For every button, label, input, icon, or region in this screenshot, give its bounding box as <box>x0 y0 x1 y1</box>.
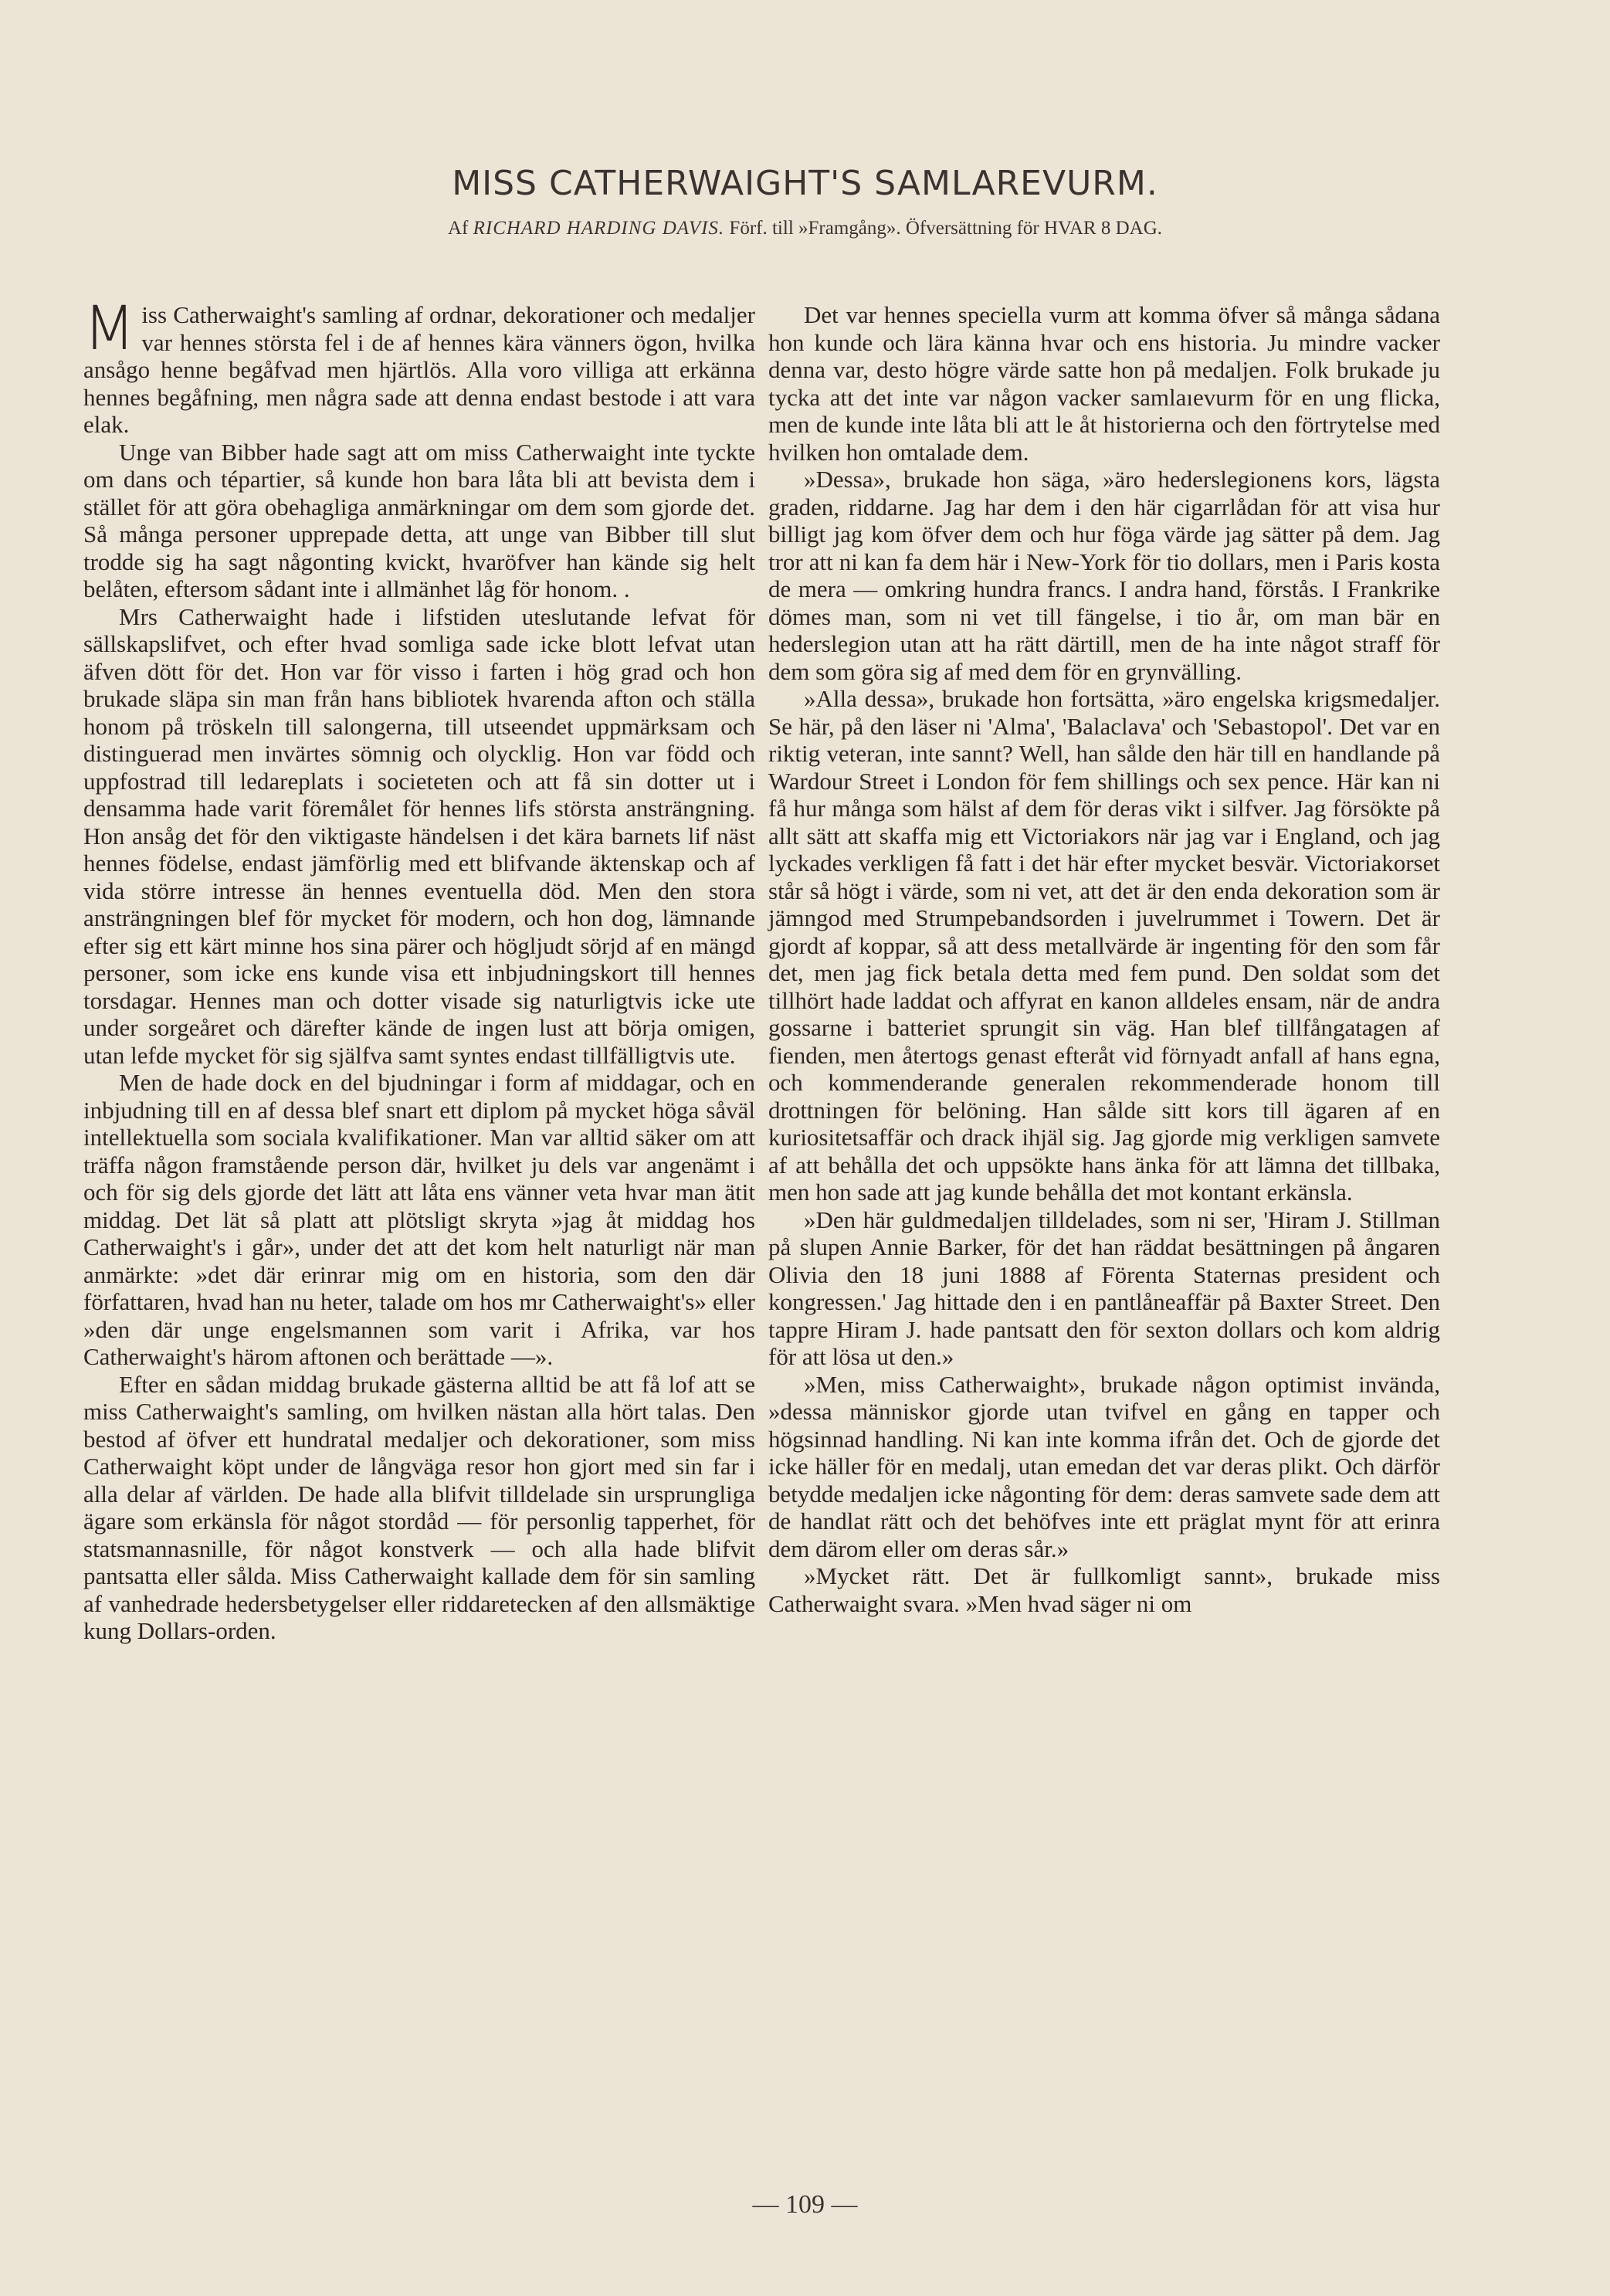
paragraph-text: iss Catherwaight's samling af ordnar, dekorationer och medaljer var hennes största fel i de af hennes kära vänners ögon, hvilka ansågo henne begåfvad men hjärtlös. Alla voro villiga att erkänna hennes begåfning, men några sade att denna endast bestode i att vara elak. <box>83 301 755 438</box>
paragraph: »Dessa», brukade hon säga, »äro hederslegionens kors, lägsta graden, riddarne. Jag har dem i den här cigarrlådan för att visa hur billigt jag kom öfver dem och hur föga värde jag sätter på dem. Jag tror att ni kan fa dem här i New-York för tio dollars, men i Paris kosta de mera — omkring hundra francs. I andra hand, förstås. I Frankrike dömes man, som ni vet till fängelse, i tio år, om man bär en hederslegion utan att ha rätt därtill, men de ha inte något straff för dem som göra sig af med dem för en grynvälling. <box>768 466 1440 685</box>
paragraph: Efter en sådan middag brukade gästerna alltid be att få lof att se miss Catherwaight's samling, om hvilken nästan alla hört talas. Den bestod af öfver ett hundratal medaljer och dekorationer, som miss Catherwaight köpt under de långväga resor hon gjort med sin far i alla delar af världen. De hade alla blifvit tilldelade sin ursprungliga ägare som erkänsla för något stordåd — för personlig tapperhet, för statsmannasnille, för något konstverk — och alla hade blifvit pantsatta eller sålda. Miss Catherwaight kallade dem för sin samling af vanhedrade hedersbetygelser eller riddaretecken af den allsmäktige kung Dollars-orden. <box>83 1370 755 1644</box>
byline <box>0 218 1610 239</box>
paragraph: »Men, miss Catherwaight», brukade någon optimist invända, »dessa människor gjorde utan tvifvel en gång en tapper och högsinnad handling. Ni kan inte komma ifrån det. Och de gjorde det icke häller för en medalj, utan emedan det var deras plikt. Och därför betydde medaljen icke någonting för dem: deras samvete sade dem att de handlat rätt och det behöfves inte ett präglat mynt för att erinra dem därom eller om deras sår.» <box>768 1370 1440 1562</box>
article-title: MISS CATHERWAIGHT'S SAMLAREVURM. <box>452 164 1158 203</box>
byline-suffix: Förf. till »Framgång». Öfversättning för HVAR 8 DAG. <box>729 218 1163 239</box>
paragraph: »Den här guldmedaljen tilldelades, som ni ser, 'Hiram J. Stillman på slupen Annie Barker, för det han räddat besättningen på ångaren Olivia den 18 juni 1888 af Förenta Staternas president och kongressen.' Jag hittade den i en pantlåneaffär på Baxter Street. Den tappre Hiram J. hade pantsatt den för sexton dollars och kom aldrig för att lösa ut den.» <box>768 1206 1440 1370</box>
paragraph: Mrs Catherwaight hade i lifstiden uteslutande lefvat för sällskapslifvet, och efter hvad somliga sade icke blott lefvat utan äfven dött för det. Hon var för visso i farten i hög grad och hon brukade släpa sin man från hans bibliotek hvarenda afton och ställa honom på tröskeln till salongerna, till utseendet uppmärksam och distinguerad men invärtes sömnig och olycklig. Hon var född och uppfostrad till ledareplats i societeten och att få sin dotter ut i densamma hade varit föremålet för hennes lifs största ansträngning. Hon ansåg det för den viktigaste händelsen i det kära barnets lif näst hennes födelse, endast jämförlig med ett blifvande äktenskap och af vida större intresse än hennes eventuella död. Men den stora ansträngningen blef för mycket för modern, och hon dog, lämnande efter sig ett kärt minne hos sina pärer och högljudt sörjd af en mängd personer, som icke ens kunde visa ett inbjudningskort till hennes torsdagar. Hennes man och dotter visade sig naturligtvis icke ute under sorgeåret och därefter kände de ingen lust att börja omigen, utan lefde mycket för sig själfva samt syntes endast tillfälligtvis ute. <box>83 602 755 1069</box>
left-column <box>83 294 755 1645</box>
byline-author: RICHARD HARDING DAVIS. <box>473 218 725 239</box>
paragraph <box>83 294 755 439</box>
paragraph: »Mycket rätt. Det är fullkomligt sannt», brukade miss Catherwaight svara. »Men hvad säger ni om <box>768 1562 1440 1617</box>
drop-cap: M <box>83 294 136 364</box>
right-column <box>768 301 1440 1617</box>
paragraph: Det var hennes speciella vurm att komma öfver så många sådana hon kunde och lära känna hvar och ens historia. Ju mindre vacker denna var, desto högre värde satte hon på medaljen. Folk brukade ju tycka att det inte var någon vacker samlaıevurm för en ung flicka, men de kunde inte låta bli att le åt historierna och den förtrytelse med hvilken hon omtalade dem. <box>768 301 1440 466</box>
paragraph: Unge van Bibber hade sagt att om miss Catherwaight inte tyckte om dans och tépartier, så kunde hon bara låta bli att bevista dem i stället för att göra obehagliga anmärkningar om dem som gjorde det. Så många personer upprepade detta, att unge van Bibber till slut trodde sig ha sagt någonting kvickt, hvaröfver han kände sig helt belåten, eftersom sådant inte i allmänhet låg för honom. . <box>83 438 755 602</box>
byline-prefix: Af <box>447 218 469 239</box>
paragraph: »Alla dessa», brukade hon fortsätta, »äro engelska krigsmedaljer. Se här, på den läser ni 'Alma', 'Balaclava' och 'Sebastopol'. Det var en riktig veteran, inte sannt? Well, han sålde den här till en handlande på Wardour Street i London för fem shillings och sex pence. Här kan ni få hur många som hälst af dem för deras vikt i silfver. Jag försökte på allt sätt att skaffa mig ett Victoriakors när jag var i England, och jag lyckades verkligen få fatt i det här efter mycket besvär. Victoriakorset står så högt i värde, som ni vet, att det är den enda dekoration som är jämngod med Strumpebandsorden i juvelrummet i Towern. Det är gjordt af koppar, så att dess metallvärde är ingenting för den som får det, men jag fick betala detta med fem pund. Den soldat som det tillhört hade laddat och affyrat en kanon alldeles ensam, när de andra gossarne i batteriet sprungit sin väg. Han blef tillfångatagen af fienden, men återtogs genast efteråt vid förnyadt anfall af hans egna, och kommenderande generalen rekommenderade honom till drottningen för belöning. Han sålde sitt kors till ägaren af en kuriositetsaffär och drack ihjäl sig. Jag gjorde mig verkligen samvete af att behålla det och uppsökte hans änka för att lämna det tillbaka, men hon sade att jag kunde behålla det mot kontant erkänsla. <box>768 685 1440 1206</box>
page-number: — 109 — <box>752 2190 858 2219</box>
paragraph: Men de hade dock en del bjudningar i form af middagar, och en inbjudning till en af dessa blef snart ett diplom på mycket höga såväl intellektuella som sociala kvalifikationer. Man var alltid säker om att träffa någon framstående person där, hvilket ju dels var angenämt i och för sig dels gjorde det lätt att låta ens vänner veta hvar man ätit middag. Det lät så platt att plötsligt skryta »jag åt middag hos Catherwaight's i går», under det att det kom helt naturligt när man anmärkte: »det där erinrar mig om en historia, som den där författaren, hvad han nu heter, talade om hos mr Catherwaight's» eller »den där unge engelsmannen som varit i Afrika, var hos Catherwaight's härom aftonen och berättade —». <box>83 1069 755 1370</box>
